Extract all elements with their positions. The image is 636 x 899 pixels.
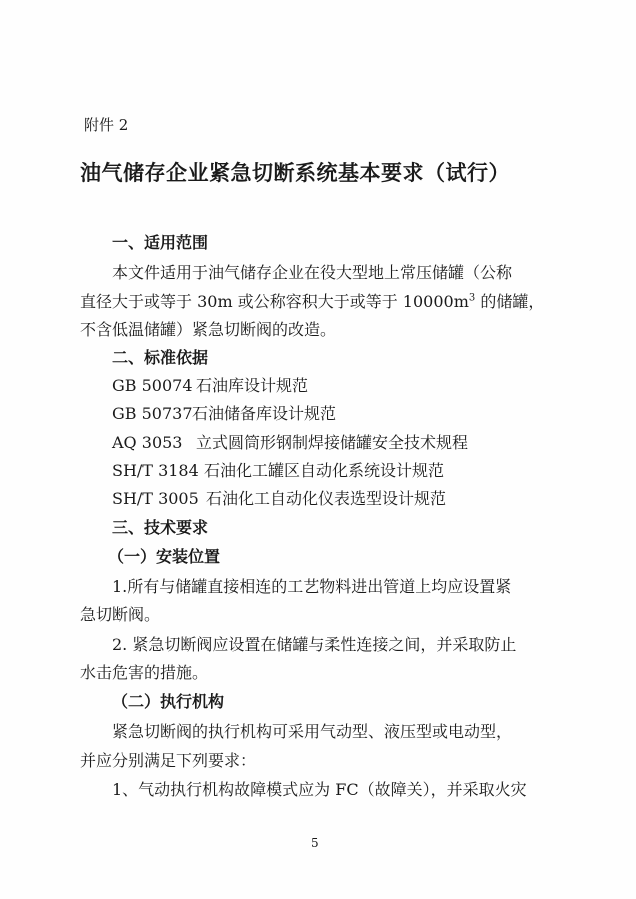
attachment-label: 附件 2 [84,116,129,134]
standard-code: SH/T 3005 [112,489,199,508]
standard-code: AQ 3053 [112,433,183,452]
sub1-item2-line2: 水击危害的措施。 [80,663,209,682]
sub2-para-line1: 紧急切断阀的执行机构可采用气动型、液压型或电动型， [112,722,513,741]
section1-line2 [80,291,544,313]
standard-name: 石油化工罐区自动化系统设计规范 [204,461,445,480]
sub1-item2-line1: 2. 紧急切断阀应设置在储罐与柔性连接之间，并采取防止 [112,635,517,654]
section1-heading: 一、适用范围 [112,233,209,252]
standard-item [112,488,446,510]
standard-code: GB 50737 [112,404,193,423]
superscript-3: 3 [468,292,476,304]
section1-line1: 本文件适用于油气储存企业在役大型地上常压储罐（公称 [112,263,513,282]
page-number: 5 [311,836,319,850]
standard-name: 石油储备库设计规范 [192,404,337,423]
standard-item [112,403,336,425]
subsection1-heading: （一）安装位置 [108,547,221,566]
section3-heading: 三、技术要求 [112,518,209,537]
standard-name: 石油库设计规范 [196,376,309,395]
section1-line2-a: 直径大于或等于 30m 或公称容积大于或等于 10000m [80,292,469,311]
sub1-item1-line2: 急切断阀。 [80,605,161,624]
standard-item [112,432,468,454]
standard-item [112,460,444,482]
section1-line3: 不含低温储罐）紧急切断阀的改造。 [80,320,337,339]
document-title: 油气储存企业紧急切断系统基本要求（试行） [80,160,510,185]
standard-code: SH/T 3184 [112,461,199,480]
section2-heading: 二、标准依据 [112,348,209,367]
sub2-para-line2: 并应分别满足下列要求： [80,751,257,770]
subsection2-heading: （二）执行机构 [112,692,225,711]
sub2-item1-line1: 1、气动执行机构故障模式应为 FC（故障关），并采取火灾 [112,780,527,799]
standard-name: 立式圆筒形钢制焊接储罐安全技术规程 [196,433,469,452]
standard-item [112,375,308,397]
standard-code: GB 50074 [112,376,193,395]
section1-line2-b: 的储罐， [475,292,545,311]
standard-name: 石油化工自动化仪表选型设计规范 [206,489,447,508]
sub1-item1-line1: 1.所有与储罐直接相连的工艺物料进出管道上均应设置紧 [112,577,512,596]
